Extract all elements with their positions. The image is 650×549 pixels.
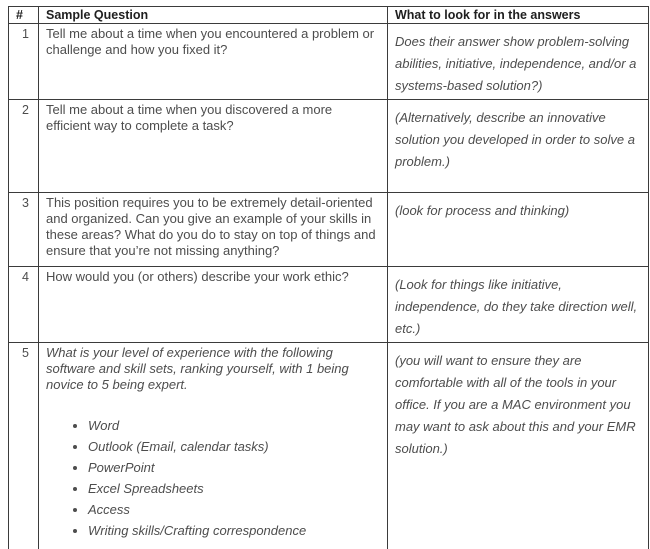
skills-list-item: • Outlook (Email, calendar tasks) [88,436,380,457]
col-header-sample-question: Sample Question [39,7,388,24]
answer-guidance-text: (Look for things like initiative, independence, do they take direction well, etc.) [395,277,638,336]
table-header-row [9,7,649,24]
skills-list [62,415,380,541]
row-number: 2 [9,100,39,193]
row-number: 5 [9,343,39,549]
row-number: 4 [9,267,39,343]
question-cell [39,100,388,193]
answer-guidance-cell [388,267,649,343]
question-text: What is your level of experience with the following software and skill sets, ranking yourself, with 1 being novice to 5 being expert. [46,345,349,392]
question-cell [39,193,388,267]
answer-guidance-text: (you will want to ensure they are comfortable with all of the tools in your office. If you are a MAC environment you may want to ask about this and your EMR solution.) [395,353,636,456]
interview-questions-table [8,6,649,549]
answer-guidance-text: (look for process and thinking) [395,203,570,218]
answer-guidance-text: (Alternatively, describe an innovative solution you developed in order to solve a problem.) [395,110,635,169]
question-text: Tell me about a time when you discovered a more efficient way to complete a task? [46,102,333,133]
table-row-1 [9,24,649,100]
answer-guidance-cell [388,343,649,549]
skills-list-item: • Access [88,499,380,520]
question-text: Tell me about a time when you encountered a problem or challenge and how you fixed it? [46,26,375,57]
table-row-5 [9,343,649,549]
table-row-4 [9,267,649,343]
answer-guidance-cell [388,24,649,100]
skills-list-item: • PowerPoint [88,457,380,478]
skills-list-item: • Writing skills/Crafting correspondence [88,520,380,541]
table-row-3 [9,193,649,267]
col-header-number: # [9,7,39,24]
row-number: 1 [9,24,39,100]
row-number: 3 [9,193,39,267]
table-row-2 [9,100,649,193]
question-text: This position requires you to be extremely detail-oriented and organized. Can you give an example of your skills in these areas? What do you do to stay on top of things and ensure that you’re not missing anything? [46,195,376,258]
question-text: How would you (or others) describe your work ethic? [46,269,349,284]
col-header-what-to-look-for: What to look for in the answers [388,7,649,24]
answer-guidance-cell [388,100,649,193]
question-cell [39,343,388,549]
skills-list-item: • Excel Spreadsheets [88,478,380,499]
question-cell [39,24,388,100]
answer-guidance-cell [388,193,649,267]
answer-guidance-text: Does their answer show problem-solving abilities, initiative, independence, and/or a systems-based solution?) [395,34,637,93]
question-cell [39,267,388,343]
skills-list-item: • Word [88,415,380,436]
